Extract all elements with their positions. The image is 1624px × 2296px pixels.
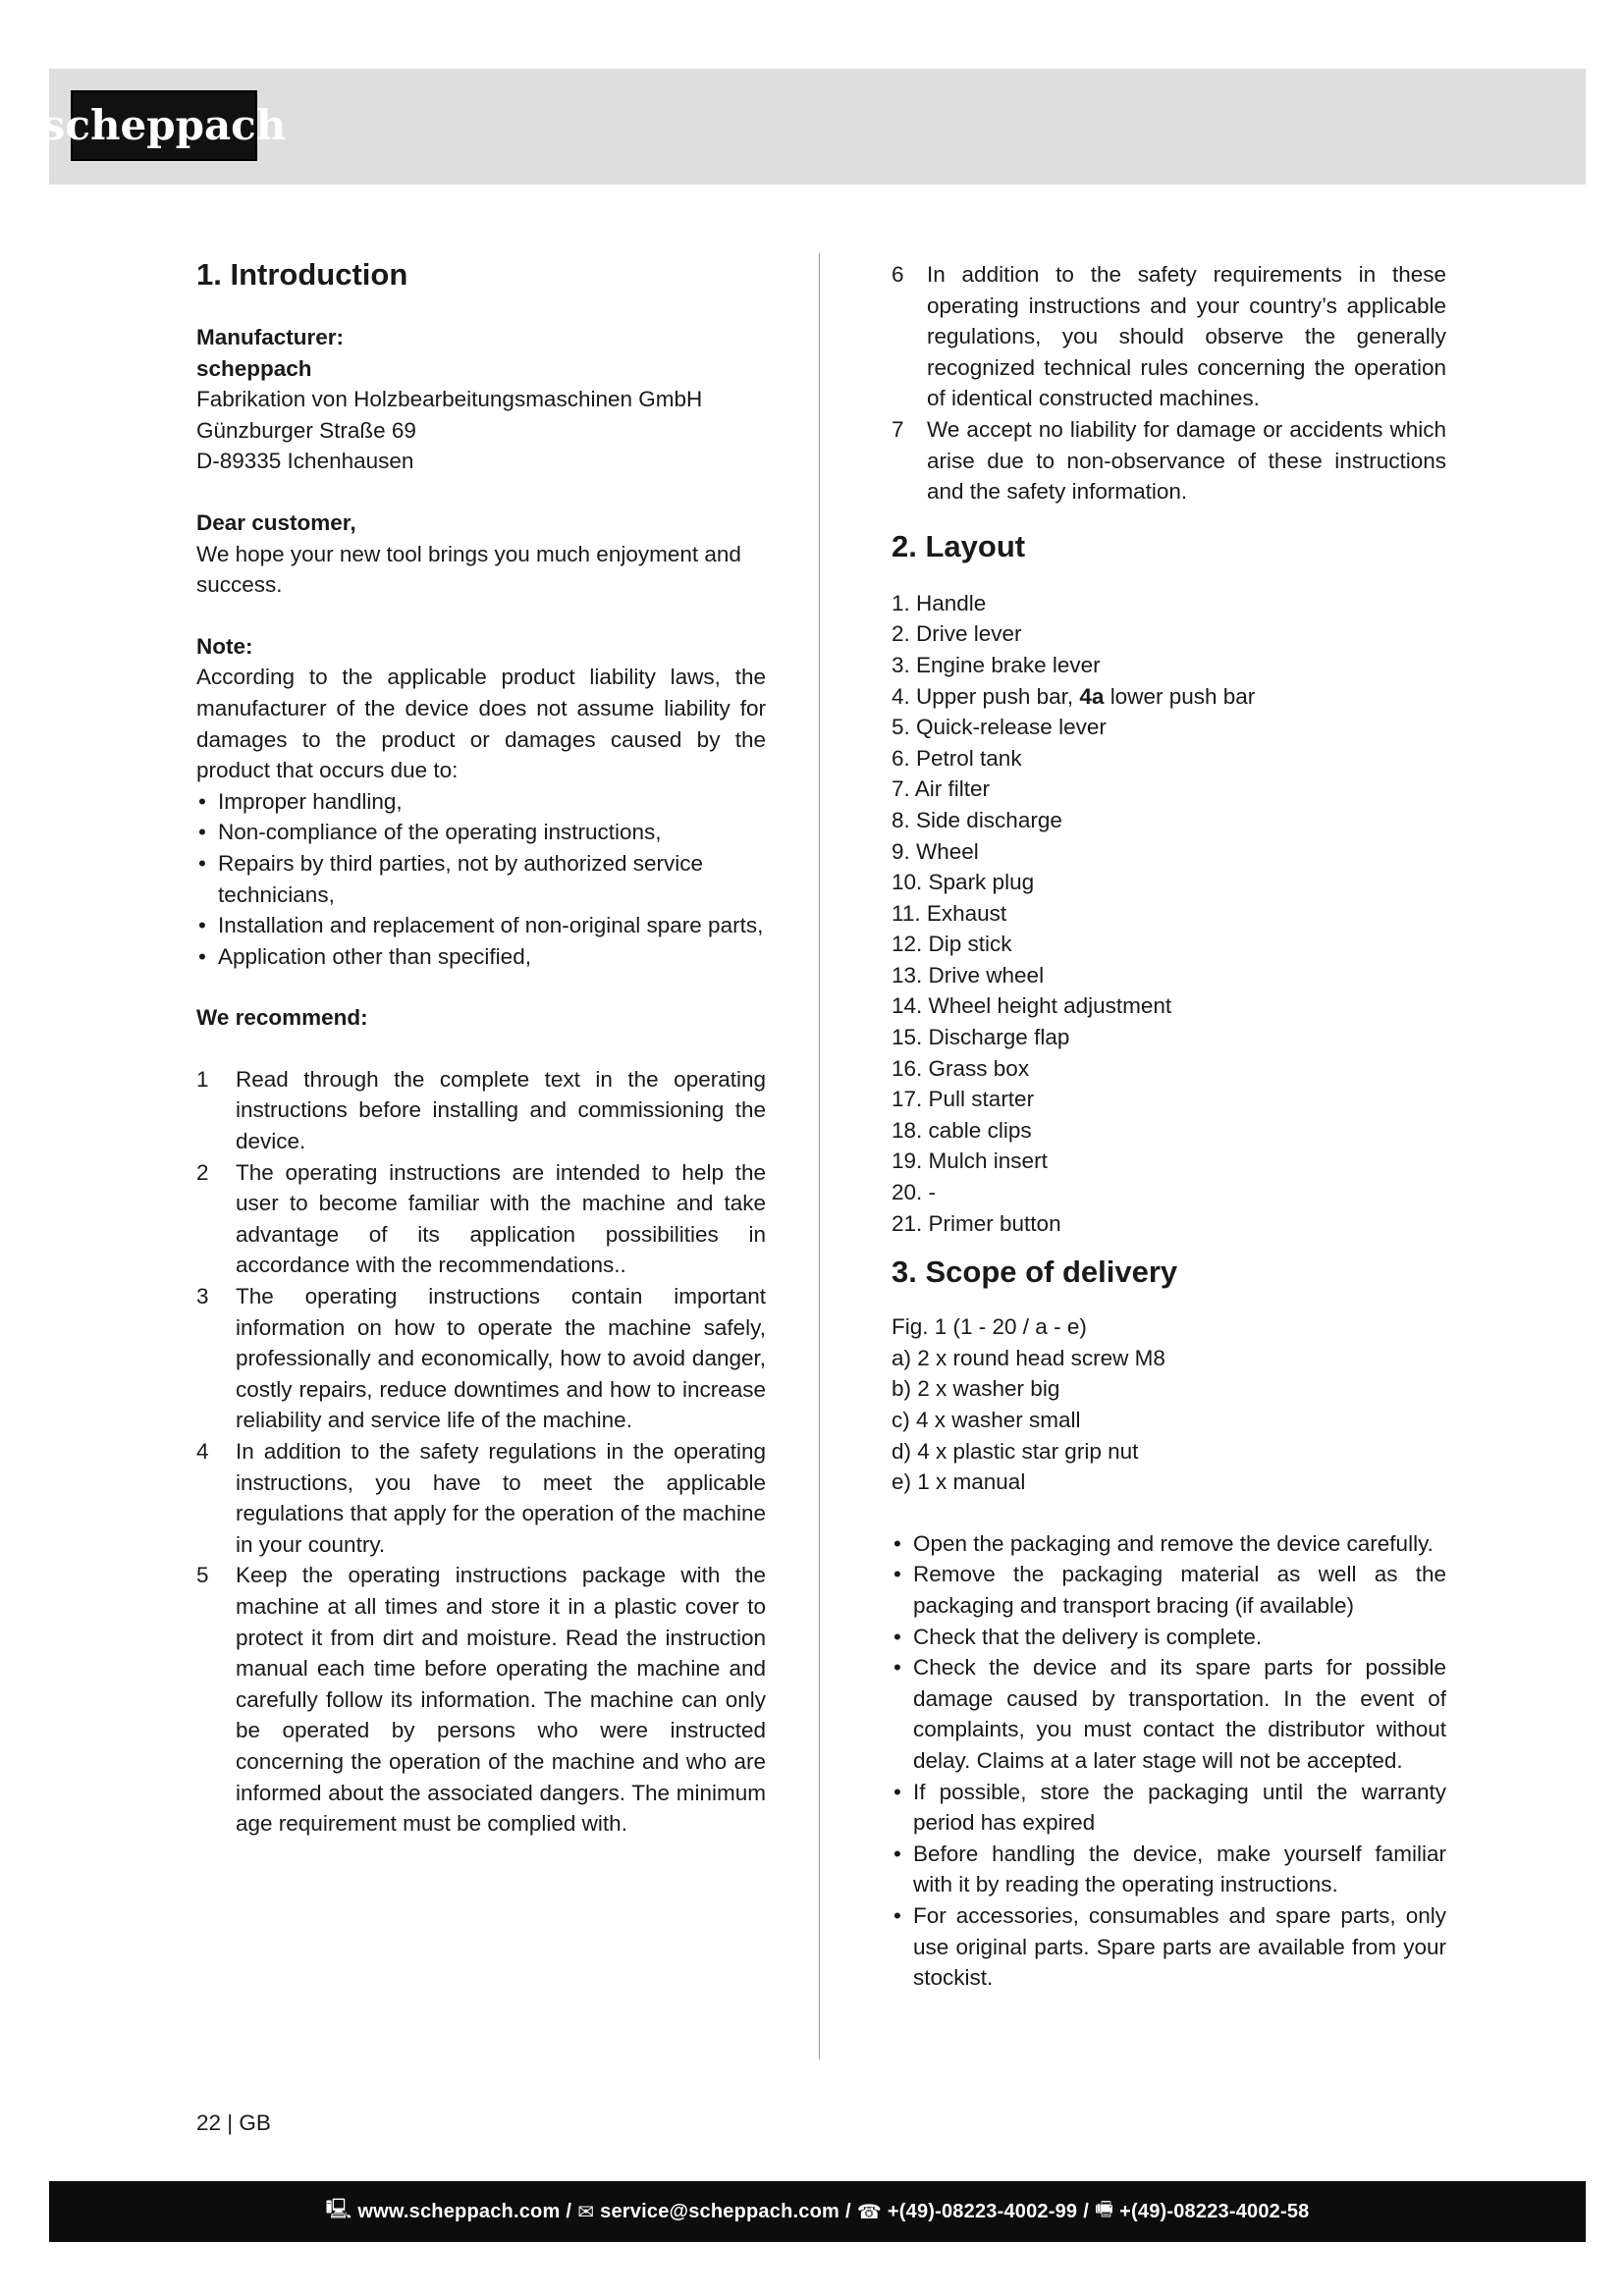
layout-item-4a-text: lower push bar — [1110, 683, 1256, 709]
list-item: b) 2 x washer big — [892, 1376, 1060, 1402]
list-item: 12. Dip stick — [892, 932, 1012, 957]
dear-customer-text: We hope your new tool brings you much enjoyment and success. — [196, 541, 741, 598]
manufacturer-label: Manufacturer: — [196, 325, 345, 349]
item-text: The operating instructions are intended to help the user to become familiar with the machine and take advantage of its application possibilities in accordance with the recommendations.. — [236, 1159, 766, 1278]
list-item — [892, 414, 1446, 507]
item-text: Read through the complete text in the operating instructions before installing and commissioning the device. — [236, 1066, 766, 1154]
note-text: According to the applicable product liability laws, the manufacturer of the device does not assume liability for damages to the product or damages caused by the product that occurs due to: — [196, 665, 766, 783]
layout-heading: 2. Layout — [892, 528, 1026, 563]
list-item: 15. Discharge flap — [892, 1025, 1070, 1050]
list-item: 10. Spark plug — [892, 870, 1035, 895]
list-item: Fig. 1 (1 - 20 / a - e) — [892, 1314, 1087, 1340]
footer-phone: +(49)-08223-4002-99 — [887, 2200, 1078, 2222]
footer-separator: / — [1083, 2200, 1090, 2222]
list-item: e) 1 x manual — [892, 1469, 1026, 1495]
list-item — [196, 1064, 766, 1157]
list-item: • Check that the delivery is complete. — [892, 1622, 1446, 1653]
list-item: 2. Drive lever — [892, 621, 1022, 647]
list-item: 14. Wheel height adjustment — [892, 993, 1172, 1019]
footer-website-link[interactable]: www.scheppach.com — [357, 2200, 561, 2222]
list-item: 16. Grass box — [892, 1055, 1030, 1081]
item-text: In addition to the safety requirements in these operating instructions and your country’s applicable regulations, you should observe the generally recognized technical rules concerning the operation of identical constructed machines. — [927, 262, 1446, 411]
layout-item-4a-label: 4a — [1079, 683, 1105, 709]
recommend-list-continued — [892, 259, 1446, 507]
header-band — [41, 69, 1586, 185]
item-text: In addition to the safety regulations in the operating instructions, you have to meet the applicable regulations that apply for the operation of the machine in your country. — [236, 1439, 766, 1557]
layout-list — [892, 588, 1446, 1239]
list-item — [196, 1157, 766, 1281]
dear-customer-label: Dear customer, — [196, 509, 356, 535]
fax-icon: 🖷 — [1095, 2199, 1114, 2220]
phone-icon: ☎ — [856, 2201, 882, 2223]
footer-email-link[interactable]: service@scheppach.com — [600, 2200, 839, 2222]
intro-heading: 1. Introduction — [196, 257, 408, 292]
list-item: 13. Drive wheel — [892, 962, 1045, 988]
list-item — [196, 1436, 766, 1560]
right-column — [892, 253, 1446, 1994]
list-item: • For accessories, consumables and spare parts, only use original parts. Spare parts are available from your stockist. — [892, 1900, 1446, 1994]
scope-heading: 3. Scope of delivery — [892, 1255, 1178, 1290]
list-item: c) 4 x washer small — [892, 1408, 1081, 1432]
address-line-1: Fabrikation von Holzbearbeitungsmaschinen GmbH — [196, 387, 703, 412]
item-text: The operating instructions contain important information on how to operate the machine safely, professionally and economically, how to avoid danger, costly repairs, reduce downtimes and how to increase reliability and service life of the machine. — [236, 1284, 766, 1433]
unpacking-bullet-list — [892, 1528, 1446, 1994]
list-item: • Check the device and its spare parts for possible damage caused by transportation. In the event of complaints, you must contact the distributor without delay. Claims at a later stage will not be accepted. — [892, 1652, 1446, 1776]
list-item: • If possible, store the packaging until the warranty period has expired — [892, 1777, 1446, 1839]
list-item: • Non-compliance of the operating instructions, — [196, 817, 766, 848]
recommend-list — [196, 1064, 766, 1840]
item-text: We accept no liability for damage or accidents which arise due to non-observance of these instructions and the safety information. — [927, 416, 1446, 505]
recommend-label: We recommend: — [196, 1005, 368, 1031]
page-number: 22 | GB — [196, 2110, 271, 2135]
list-item: 20. - — [892, 1180, 937, 1205]
list-item: 21. Primer button — [892, 1210, 1061, 1236]
item-number: 7 — [892, 416, 904, 442]
logo-text: scheppach — [41, 101, 287, 149]
footer-separator: / — [844, 2200, 851, 2222]
footer-band — [49, 2181, 1586, 2242]
manufacturer-name: scheppach — [196, 355, 312, 381]
list-item: 9. Wheel — [892, 838, 979, 864]
list-item: 1. Handle — [892, 590, 987, 615]
list-item: 17. Pull starter — [892, 1087, 1035, 1112]
list-item — [196, 1281, 766, 1436]
list-item: 5. Quick-release lever — [892, 715, 1107, 740]
list-item — [892, 259, 1446, 414]
list-item: • Open the packaging and remove the device carefully. — [892, 1528, 1446, 1560]
list-item: d) 4 x plastic star grip nut — [892, 1438, 1139, 1464]
list-item: 18. cable clips — [892, 1117, 1032, 1143]
item-number: 6 — [892, 262, 904, 287]
list-item — [892, 681, 1446, 713]
list-item: 3. Engine brake lever — [892, 652, 1101, 677]
left-column — [196, 253, 766, 1840]
column-divider — [819, 253, 820, 2059]
list-item: 19. Mulch insert — [892, 1148, 1048, 1174]
list-item: • Before handling the device, make yourself familiar with it by reading the operating instructions. — [892, 1839, 1446, 1900]
scheppach-logo — [41, 90, 287, 161]
layout-item-4-text: 4. Upper push bar, — [892, 683, 1074, 709]
note-bullet-list — [196, 786, 766, 973]
computer-icon: 🖳 — [325, 2199, 352, 2220]
list-item: a) 2 x round head screw M8 — [892, 1345, 1165, 1370]
item-number: 4 — [196, 1439, 209, 1464]
item-number: 2 — [196, 1159, 209, 1185]
footer-fax: +(49)-08223-4002-58 — [1119, 2200, 1310, 2222]
list-item: 11. Exhaust — [892, 900, 1007, 926]
list-item: • Improper handling, — [196, 786, 766, 818]
list-item: • Installation and replacement of non-original spare parts, — [196, 910, 766, 941]
scope-list — [892, 1311, 1446, 1498]
address-line-3: D-89335 Ichenhausen — [196, 449, 414, 474]
list-item: • Remove the packaging material as well as the packaging and transport bracing (if available) — [892, 1559, 1446, 1621]
item-number: 1 — [196, 1066, 209, 1092]
list-item: 8. Side discharge — [892, 807, 1062, 832]
note-label: Note: — [196, 633, 253, 659]
item-text: Keep the operating instructions package with the machine at all times and store it in a plastic cover to protect it from dirt and moisture. Read the instruction manual each time before operating the machine and carefully follow its information. The machine can only be operated by persons who were instructed concerning the operation of the machine and who are informed about the associated dangers. The minimum age requirement must be complied with. — [236, 1563, 766, 1837]
mail-icon: ✉ — [577, 2201, 595, 2223]
footer-separator: / — [566, 2200, 572, 2222]
list-item — [196, 1560, 766, 1839]
item-number: 3 — [196, 1284, 209, 1309]
list-item: • Application other than specified, — [196, 941, 766, 973]
item-number: 5 — [196, 1563, 209, 1588]
list-item: 6. Petrol tank — [892, 745, 1022, 771]
address-line-2: Günzburger Straße 69 — [196, 417, 416, 443]
list-item: • Repairs by third parties, not by authorized service technicians, — [196, 848, 766, 910]
list-item: 7. Air filter — [892, 776, 991, 802]
